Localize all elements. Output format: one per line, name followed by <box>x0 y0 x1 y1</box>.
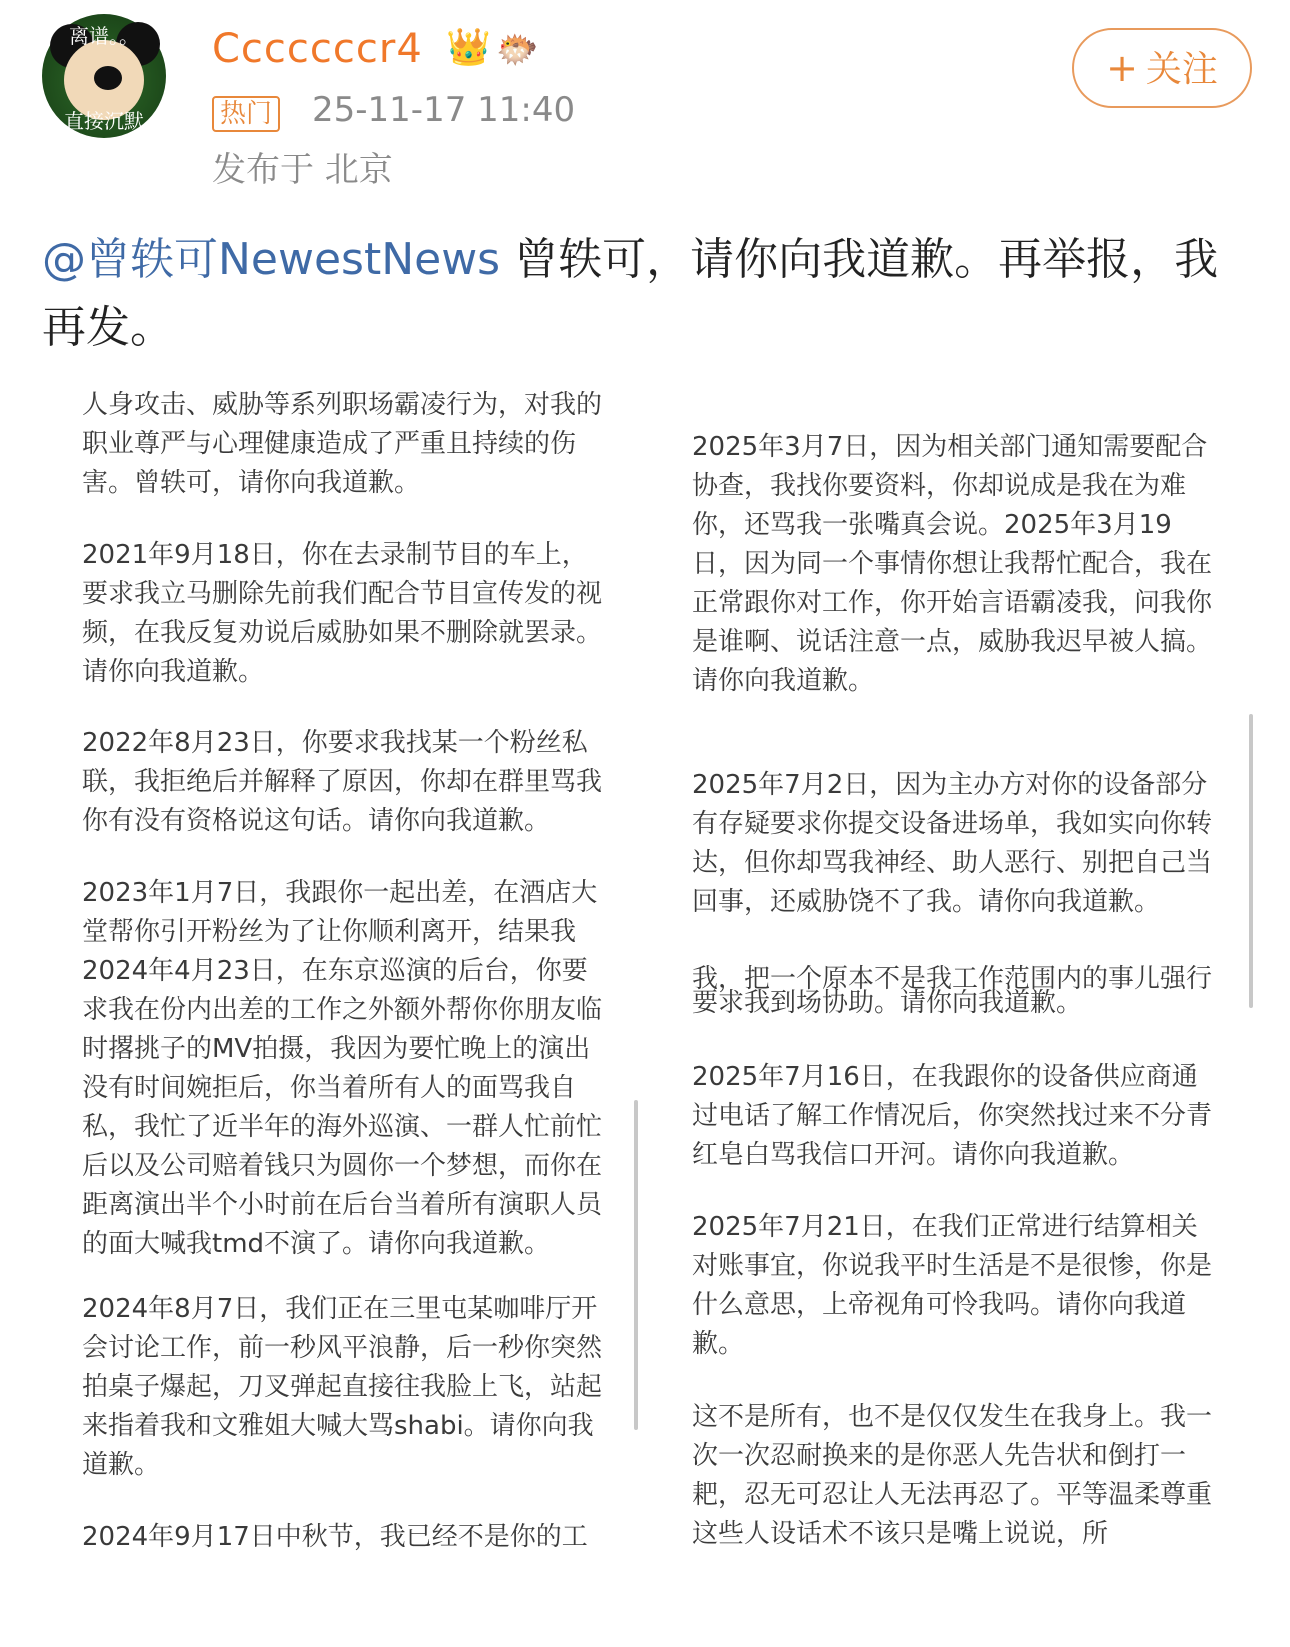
crown-icon[interactable]: 👑 <box>446 27 491 68</box>
follow-button[interactable] <box>1072 28 1252 108</box>
right-paragraph: 我，把一个原本不是我工作范围内的事儿强行 <box>692 964 1213 994</box>
left-scrollbar <box>634 1100 638 1430</box>
post-body: 曾轶可，请你向我道歉。再举报，我再发。 <box>42 234 1219 353</box>
avatar-caption-bottom: 直接沉默 <box>64 109 144 133</box>
avatar[interactable] <box>42 14 166 138</box>
right-paragraph: 2025年7月21日，在我们正常进行结算相关对账事宜，你说我平时生活是不是很惨，你是什么意思，上帝视角可怜我吗。请你向我道歉。 <box>692 1212 1213 1359</box>
avatar-caption-top: 离谱。。 <box>69 24 139 48</box>
post-timestamp: 25-11-17 11:40 <box>312 90 576 130</box>
username[interactable]: Cccccccr4 <box>212 26 423 72</box>
post-location: 发布于 北京 <box>212 150 393 190</box>
left-paragraph: 2021年9月18日，你在去录制节目的车上，要求我立马删除先前我们配合节目宣传发的视频，在我反复劝说后威胁如果不删除就罢录。请你向我道歉。 <box>82 540 603 687</box>
fish-icon[interactable]: 🐡 <box>496 30 539 70</box>
follow-label: 关注 <box>1145 49 1218 90</box>
right-paragraph: 2025年7月2日，因为主办方对你的设备部分有存疑要求你提交设备进场单，我如实向你转达，但你却骂我神经、助人恶行、别把自己当回事，还威胁饶不了我。请你向我道歉。 <box>692 770 1213 917</box>
right-paragraph: 要求我到场协助。请你向我道歉。 <box>692 988 1083 1018</box>
left-paragraph: 人身攻击、威胁等系列职场霸凌行为，对我的职业尊严与心理健康造成了严重且持续的伤害。曾轶可，请你向我道歉。 <box>82 390 603 498</box>
left-paragraph: 2023年1月7日，我跟你一起出差，在酒店大堂帮你引开粉丝为了让你顺利离开，结果我 <box>82 878 598 947</box>
hot-tag: 热门 <box>212 96 280 132</box>
left-paragraph: 2022年8月23日，你要求我找某一个粉丝私联，我拒绝后并解释了原因，你却在群里骂我你有没有资格说这句话。请你向我道歉。 <box>82 728 603 836</box>
left-paragraph: 2024年9月17日中秋节，我已经不是你的工 <box>82 1522 588 1552</box>
right-paragraph: 这不是所有，也不是仅仅发生在我身上。我一次一次忍耐换来的是你恶人先告状和倒打一耙，忍无可忍让人无法再忍了。平等温柔尊重这些人设话术不该只是嘴上说说，所 <box>692 1402 1213 1549</box>
post-text <box>42 226 1252 362</box>
mention-link[interactable]: @曾轶可NewestNews <box>42 234 501 285</box>
left-paragraph: 2024年4月23日，在东京巡演的后台，你要求我在份内出差的工作之外额外帮你你朋友临时撂挑子的MV拍摄，我因为要忙晚上的演出没有时间婉拒后，你当着所有人的面骂我自私，我忙了近半年的海外巡演、一群人忙前忙后以及公司赔着钱只为圆你一个梦想，而你在距离演出半个小时前在后台当着所有演职人员的面大喊我tmd不演了。请你向我道歉。 <box>82 956 603 1259</box>
left-paragraph: 2024年8月7日，我们正在三里屯某咖啡厅开会讨论工作，前一秒风平浪静，后一秒你突然拍桌子爆起，刀叉弹起直接往我脸上飞，站起来指着我和文雅姐大喊大骂shabi。请你向我道歉。 <box>82 1294 603 1480</box>
plus-icon: + <box>1106 46 1138 90</box>
right-paragraph: 2025年3月7日，因为相关部门通知需要配合协查，我找你要资料，你却说成是我在为难你，还骂我一张嘴真会说。2025年3月19日，因为同一个事情你想让我帮忙配合，我在正常跟你对工作，你开始言语霸凌我，问我你是谁啊、说话注意一点，威胁我迟早被人搞。请你向我道歉。 <box>692 432 1213 696</box>
avatar-nose <box>94 66 122 90</box>
right-paragraph: 2025年7月16日，在我跟你的设备供应商通过电话了解工作情况后，你突然找过来不分青红皂白骂我信口开河。请你向我道歉。 <box>692 1062 1213 1170</box>
right-scrollbar <box>1249 714 1253 1008</box>
